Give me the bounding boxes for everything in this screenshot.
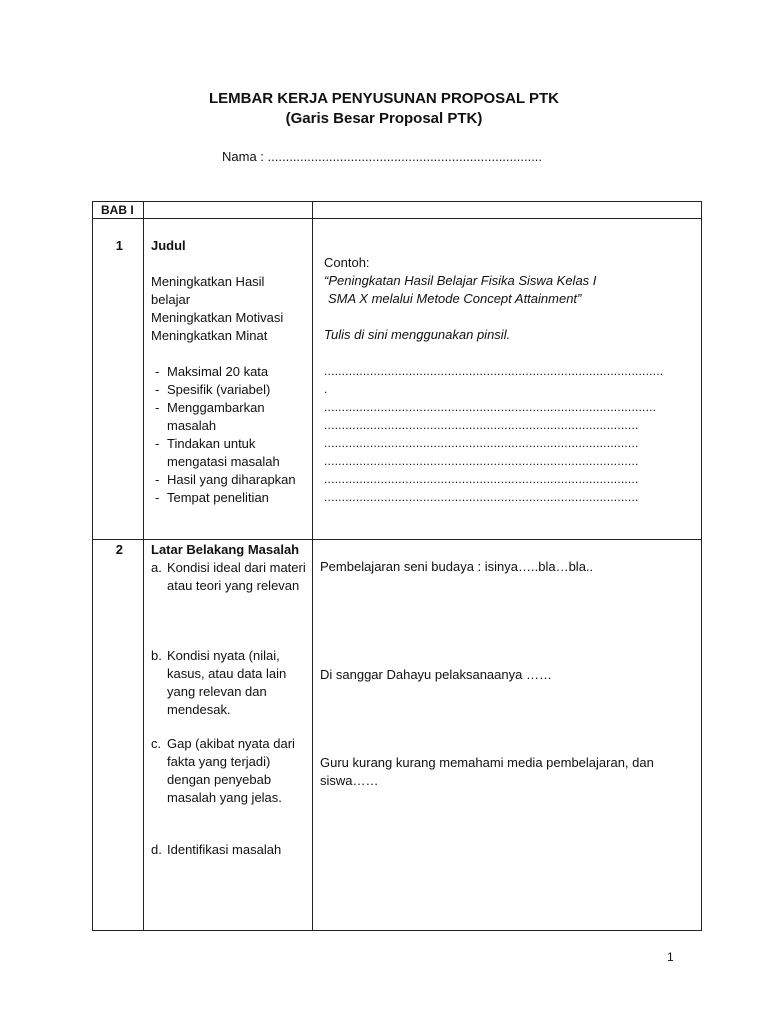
header-empty-cell [144,202,313,219]
writing-line[interactable]: ......................................................................................... [324,436,639,450]
example-purpose: Meningkatkan Minat [151,328,268,343]
row-description [144,540,313,931]
writing-line[interactable]: ......................................................................................... [324,418,639,432]
writing-line[interactable]: .............................................................................................. [324,400,657,414]
answer-text[interactable]: Pembelajaran seni budaya : isinya…..bla…bla.. [320,559,594,574]
row-description [144,219,313,540]
row-answer [313,540,702,931]
criteria-item: - Tindakan untuk mengatasi masalah [155,435,306,471]
background-item [151,841,306,859]
background-item [151,735,306,841]
criteria-item: - Tempat penelitian [155,489,306,507]
writing-line[interactable]: ................................................................................................ [324,364,664,378]
row-heading: Latar Belakang Masalah [151,542,300,557]
example-text: SMA X melalui Metode Concept Attainment” [328,291,582,306]
table-row [93,219,702,540]
item-text: Kondisi ideal dari materi atau teori yang relevan [167,560,306,593]
criteria-item: - Spesifik (variabel) [155,381,306,399]
item-text: Gap (akibat nyata dari fakta yang terjadi) dengan penyebab masalah yang jelas. [167,736,295,805]
writing-line[interactable]: ......................................................................................... [324,454,639,468]
instruction-text: Tulis di sini menggunakan pinsil. [324,327,511,342]
row-number [93,219,144,540]
item-label: a. [151,560,162,575]
row-number-text: 1 [115,238,123,253]
proposal-table [92,201,702,931]
row-number-text: 2 [115,542,123,557]
item-label: d. [151,842,162,857]
name-field [222,148,542,166]
writing-line[interactable]: . [324,382,328,396]
writing-line[interactable]: ......................................................................................... [324,490,639,504]
background-item [151,647,306,735]
criteria-item: - Menggambarkan masalah [155,399,306,435]
background-items [151,559,306,859]
example-purpose: Meningkatkan Motivasi [151,310,284,325]
row-number [93,540,144,931]
example-purpose: Meningkatkan Hasil belajar [151,274,265,307]
bab-label: BAB I [93,202,144,219]
name-blank: ............................................................................ [267,149,543,164]
header-empty-cell [313,202,702,219]
criteria-list [151,363,306,507]
item-text: Identifikasi masalah [167,842,282,857]
row-heading: Judul [151,238,186,253]
answer-text[interactable]: Guru kurang kurang memahami media pembelajaran, dan siswa…… [320,755,654,788]
writing-line[interactable]: ......................................................................................... [324,472,639,486]
background-item [151,559,306,647]
document-title: LEMBAR KERJA PENYUSUNAN PROPOSAL PTK [208,90,560,107]
item-label: c. [151,736,162,751]
example-text: “Peningkatan Hasil Belajar Fisika Siswa Kelas I [324,273,597,288]
criteria-item: - Maksimal 20 kata [155,363,306,381]
item-text: Kondisi nyata (nilai, kasus, atau data lain yang relevan dan mendesak. [167,648,287,717]
page-number: 1 [667,950,674,964]
name-label: Nama : [222,149,264,164]
document-subtitle: (Garis Besar Proposal PTK) [285,110,483,127]
criteria-item: - Hasil yang diharapkan [155,471,306,489]
answer-text[interactable]: Di sanggar Dahayu pelaksanaanya …… [320,667,552,682]
item-label: b. [151,648,162,663]
table-header-row [93,202,702,219]
table-row [93,540,702,931]
row-answer [313,219,702,540]
example-label: Contoh: [324,255,370,270]
